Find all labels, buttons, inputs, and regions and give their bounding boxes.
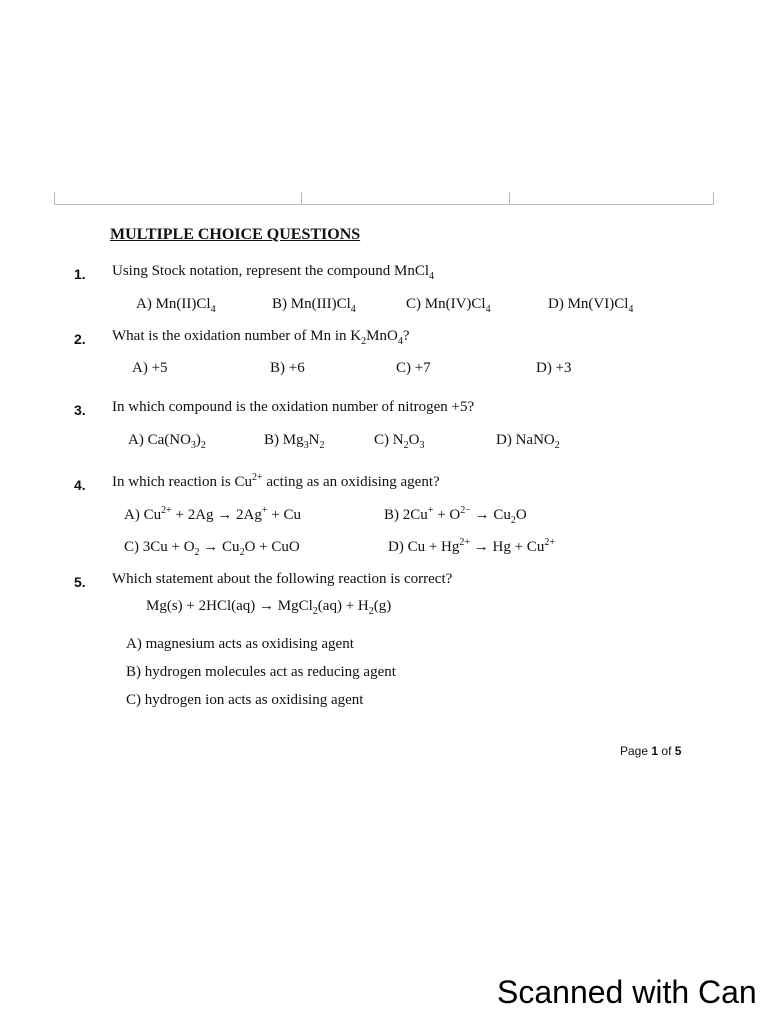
page-number xyxy=(620,744,681,758)
option-c: C) $Mn(IV)Cl_4$ xyxy=(406,296,491,315)
question-number: 4. xyxy=(74,477,86,493)
question-text: Which statement about the following reaction is correct? xyxy=(112,571,453,587)
table-divider xyxy=(301,192,302,204)
option-d: D) NaNO$_2$ xyxy=(496,432,560,451)
reaction-equation: Mg(s) + 2HCl(aq) → MgCl$_2$(aq) + $H_2(g)$ xyxy=(146,598,392,617)
option-b: B) +6 xyxy=(270,360,305,376)
option-b: B) hydrogen molecules act as reducing agent xyxy=(126,664,396,680)
option-b: B) $2Cu^+ + O^{2-} \to Cu_2O$ xyxy=(384,505,527,526)
page-of: of xyxy=(661,744,672,758)
question-text: What is the oxidation number of Mn in $K_2MnO_4$? xyxy=(112,328,410,347)
option-a: A) $Mn(II)Cl_4$ xyxy=(136,296,216,315)
table-border xyxy=(54,192,714,205)
option-c: C) $N_2O_3$ xyxy=(374,432,425,451)
section-title: MULTIPLE CHOICE QUESTIONS xyxy=(110,226,361,243)
option-c: C) +7 xyxy=(396,360,431,376)
question-text: Using Stock notation, represent the compound MnCl$_4$ xyxy=(112,263,435,282)
question-number: 2. xyxy=(74,331,86,347)
question-number: 5. xyxy=(74,574,86,590)
question-text: In which compound is the oxidation number of nitrogen +5? xyxy=(112,399,475,415)
page-current: 1 xyxy=(651,744,659,758)
question-number: 1. xyxy=(74,266,86,282)
option-a: A) $Cu^{2+} + 2Ag \to 2Ag^+ + Cu$ xyxy=(124,505,301,523)
option-d: D) $Cu + Hg^{2+} \to Hg + Cu^{2+}$ xyxy=(388,537,555,555)
option-a: A) $Ca(NO_3)_2$ xyxy=(128,432,206,451)
option-d: D) $Mn(VI)Cl_4$ xyxy=(548,296,634,315)
option-d: D) +3 xyxy=(536,360,572,376)
option-b: B) $Mg_3N_2$ xyxy=(264,432,325,451)
option-a: A) magnesium acts as oxidising agent xyxy=(126,636,354,652)
option-b: B) $Mn(III)Cl_4$ xyxy=(272,296,356,315)
option-c: C) $3Cu + O_2 \to Cu_2O$ + CuO xyxy=(124,539,300,558)
question-text: In which reaction is $Cu^{2+}$ acting as an oxidising agent? xyxy=(112,472,440,490)
page-total: 5 xyxy=(674,744,682,758)
option-c: C) hydrogen ion acts as oxidising agent xyxy=(126,692,364,708)
question-number: 3. xyxy=(74,402,86,418)
scanner-watermark: Scanned with Can xyxy=(497,974,757,1010)
table-divider xyxy=(509,192,510,204)
page-label: Page xyxy=(620,744,649,758)
option-a: A) +5 xyxy=(132,360,168,376)
